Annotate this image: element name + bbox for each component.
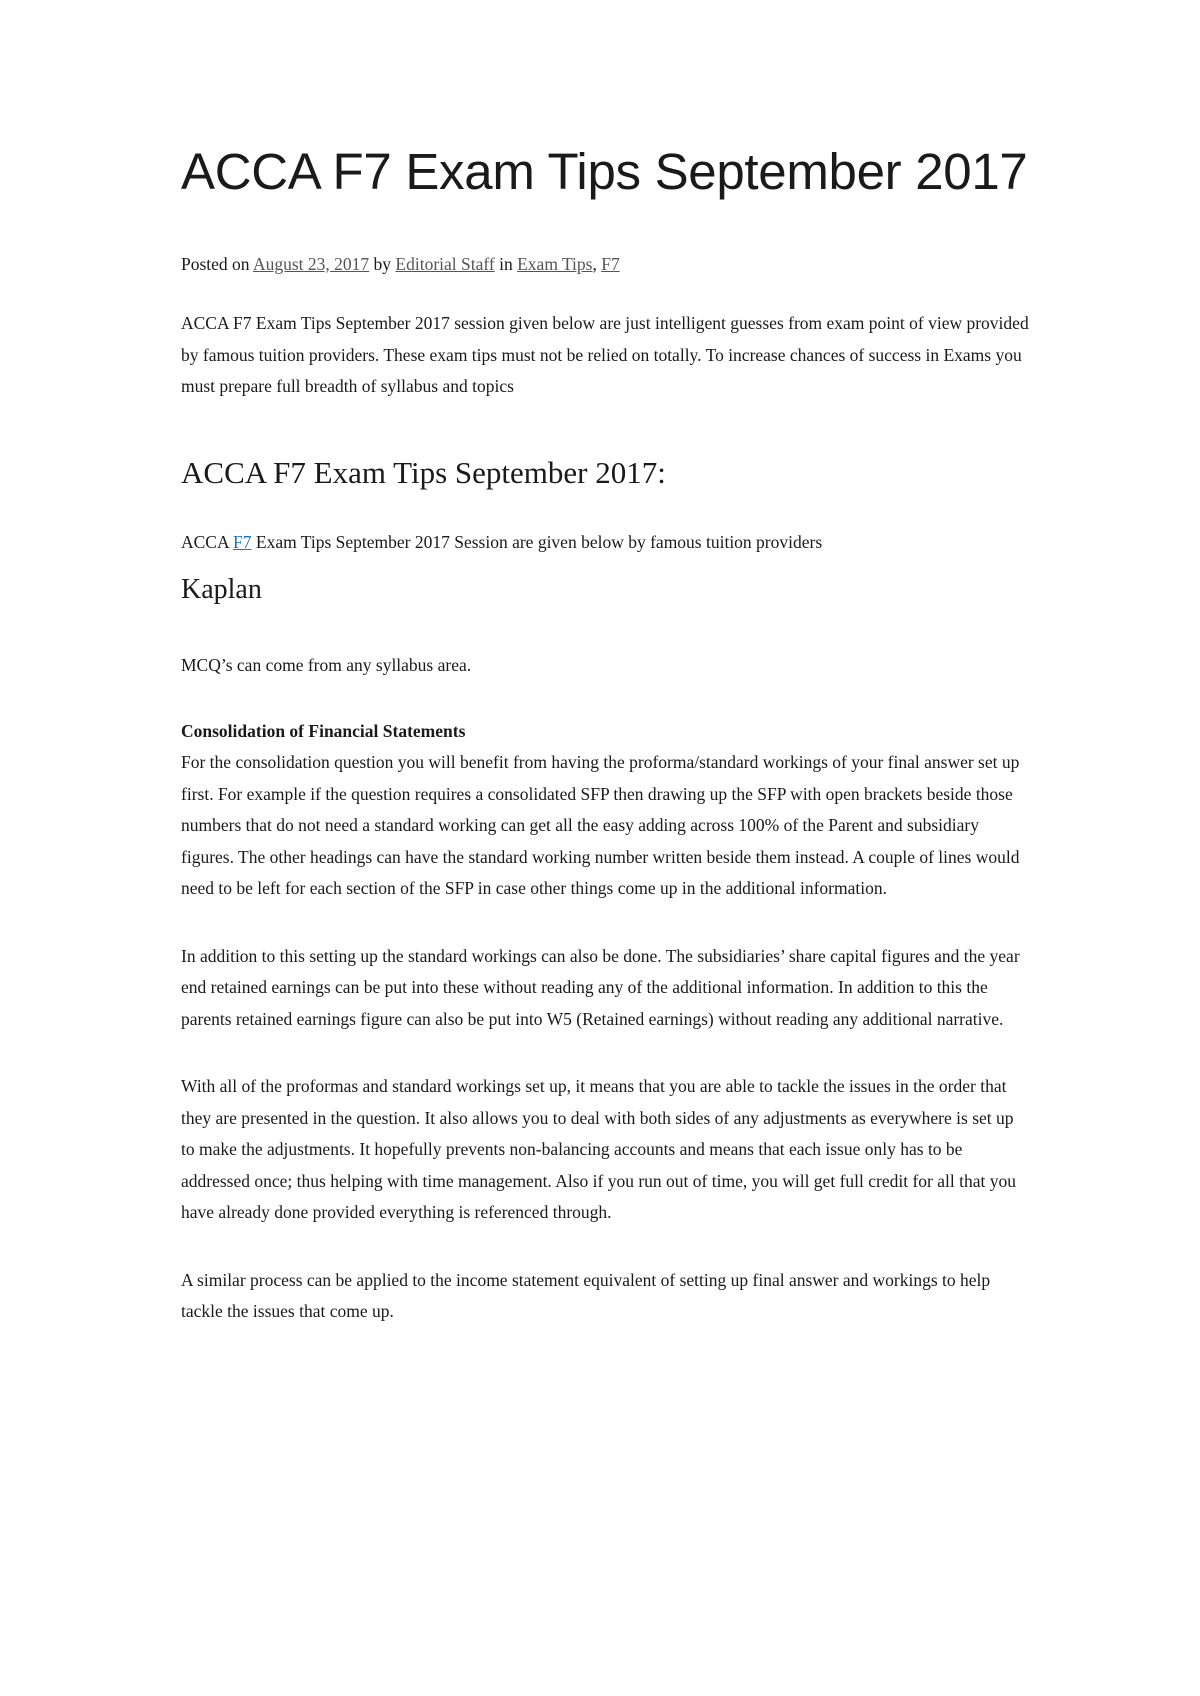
consolidation-paragraph-3: With all of the proformas and standard workings set up, it means that you are able to tackle the issues in the order that they are presented in the question. It also allows you to deal with both sides of any adjustments as everywhere is set up to make the adjustments. It hopefully prevents non-balancing accounts and means that each issue only has to be addressed once; thus helping with time management. Also if you run out of time, you will get full credit for all that you have already done provided everything is referenced through.: [181, 1076, 1016, 1222]
f7-link[interactable]: F7: [233, 531, 252, 552]
section-intro-prefix: ACCA: [181, 531, 229, 552]
category-link-exam-tips[interactable]: Exam Tips: [517, 254, 593, 274]
category-link-f7[interactable]: F7: [601, 254, 620, 274]
provider-heading: Kaplan: [181, 574, 262, 605]
consolidation-paragraph-1: For the consolidation question you will benefit from having the proforma/standard workings of your final answer set up first. For example if the question requires a consolidated SFP then drawing up the SFP with open brackets beside those numbers that do not need a standard working can get all the easy adding across 100% of the Parent and subsidiary figures. The other headings can have the standard working number written beside them instead. A couple of lines would need to be left for each section of the SFP in case other things come up in the additional information.: [181, 752, 1020, 898]
by-label: by: [373, 254, 392, 274]
intro-paragraph: ACCA F7 Exam Tips September 2017 session given below are just intelligent guesses from exam point of view provided by famous tuition providers. These exam tips must not be relied on totally. To increase chances of success in Exams you must prepare full breadth of syllabus and topics: [181, 313, 1029, 396]
post-meta: [181, 252, 1031, 276]
category-separator: ,: [592, 254, 597, 274]
page-title: ACCA F7 Exam Tips September 2017: [181, 143, 1028, 200]
section-intro-suffix: Exam Tips September 2017 Session are given below by famous tuition providers: [255, 531, 823, 552]
in-label: in: [499, 254, 513, 274]
consolidation-paragraph-2: In addition to this setting up the standard workings can also be done. The subsidiaries’ share capital figures and the year end retained earnings can be put into these without reading any of the additional information. In addition to this the parents retained earnings figure can also be put into W5 (Retained earnings) without reading any additional narrative.: [181, 945, 1020, 1029]
mcq-paragraph: MCQ’s can come from any syllabus area.: [181, 655, 472, 675]
section-heading: ACCA F7 Exam Tips September 2017:: [181, 454, 666, 490]
author-link[interactable]: Editorial Staff: [395, 254, 495, 274]
consolidation-heading: Consolidation of Financial Statements: [181, 720, 466, 741]
post-date-link[interactable]: August 23, 2017: [252, 254, 370, 274]
posted-on-label: Posted on: [181, 254, 250, 274]
consolidation-block: [181, 716, 1031, 905]
consolidation-paragraph-4: A similar process can be applied to the income statement equivalent of setting up final answer and workings to help tackle the issues that come up.: [181, 1269, 991, 1321]
article: [181, 140, 1031, 1328]
section-intro-paragraph: [181, 527, 1031, 559]
